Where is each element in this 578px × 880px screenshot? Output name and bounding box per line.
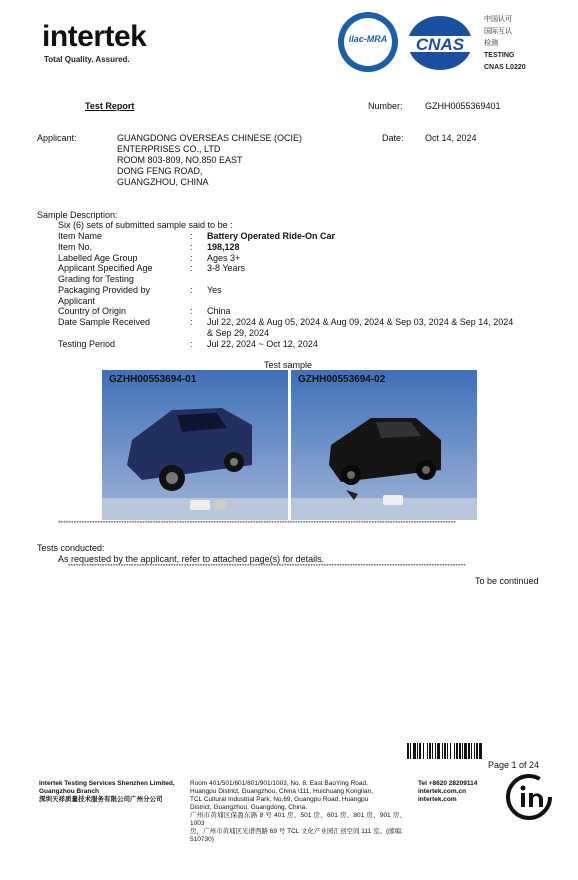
applicant-line: DONG FENG ROAD, (117, 166, 203, 176)
item-no-value: 198,128 (207, 242, 240, 252)
footer-address (190, 780, 406, 844)
field-colon: : (190, 339, 193, 349)
company-line: Guangzhou Branch (39, 788, 99, 795)
cert-line: 中国认可 (484, 16, 512, 23)
applicant-line: ROOM 803-809, NO.850 EAST (117, 155, 243, 165)
field-label: Testing Period (58, 339, 116, 349)
sample-photo-1 (102, 370, 288, 520)
applicant-line: GUANGZHOU, CHINA (117, 177, 209, 187)
intertek-in-logo-icon (505, 773, 553, 821)
to-be-continued: To be continued (475, 576, 539, 586)
address-line: 广州市黄埔区保盈东路 8 号 401 房、501 房、601 房、801 房、901 房、1003 (190, 812, 406, 827)
field-label: Grading for Testing (58, 274, 134, 284)
specified-age-value: 3-8 Years (207, 263, 246, 273)
cnas-label: CNAS (415, 35, 465, 54)
cert-line: 检测 (484, 40, 498, 47)
cert-line: 国际互认 (484, 28, 512, 35)
applicant-label: Applicant: (37, 133, 77, 143)
photo-label: GZHH00553694-01 (109, 374, 197, 385)
address-line: TCL Cultural Industrial Park, No.69, Guangpu Road, Huangpu (190, 796, 369, 803)
field-label: Applicant (58, 296, 96, 306)
tests-text: As requested by the applicant, refer to attached page(s) for details. (58, 554, 325, 564)
report-number: GZHH00553694​01 (425, 101, 501, 111)
company-line: 深圳天祥质量技术服务有限公司广州分公司 (39, 796, 163, 803)
contact-line: intertek.com.cn (418, 788, 467, 795)
testing-period-value: Jul 22, 2024 ~ Oct 12, 2024 (207, 339, 318, 349)
applicant-address (117, 133, 302, 188)
ilac-label: ilac-MRA (348, 34, 388, 44)
sample-heading: Sample Description: (37, 210, 118, 220)
barcode-bar (482, 743, 483, 759)
number-label: Number: (368, 101, 403, 111)
tagline: Total Quality. Assured. (44, 55, 130, 64)
tests-heading: Tests conducted: (37, 543, 105, 553)
star-rule: ******************************************************************************************************************************************************* (58, 521, 456, 527)
accreditation-text (484, 14, 526, 74)
date-received-value: Jul 22, 2024 & Aug 05, 2024 & Aug 09, 2024 & Sep 03, 2024 & Sep 14, 2024 (207, 317, 514, 327)
field-colon: : (190, 263, 193, 273)
address-line: District, Guangzhou, Guangdong, China. (190, 804, 308, 811)
test-sample-caption: Test sample (264, 360, 313, 370)
cert-line: TESTING (484, 52, 515, 59)
field-label: Item Name (58, 231, 103, 241)
sample-intro: Six (6) sets of submitted sample said to be : (58, 220, 233, 230)
origin-value: China (207, 306, 231, 316)
footer-company (39, 780, 189, 804)
address-line: 510730) (190, 836, 214, 843)
field-label: Packaging Provided by (58, 285, 151, 295)
address-line: Huangpu District, Guangzhou, China \111, Huichuang Konglian, (190, 788, 373, 795)
cert-line: CNAS L0220 (484, 64, 526, 71)
barcode (407, 743, 543, 759)
field-colon: : (190, 317, 193, 327)
field-colon: : (190, 253, 193, 263)
star-rule: ******************************************************************************************************************************************************* (68, 564, 466, 570)
address-line: Room 401/501/601/801/901/1003, No. 8, East BaoYing Road, (190, 780, 368, 787)
intertek-logo: intertek (42, 20, 147, 53)
field-label: Date Sample Received (58, 317, 151, 327)
field-colon: : (190, 231, 193, 241)
sample-photo-2 (291, 370, 477, 520)
field-colon: : (190, 285, 193, 295)
field-colon: : (190, 306, 193, 316)
contact-line: intertek.com (418, 796, 457, 803)
date-label: Date: (382, 133, 404, 143)
address-line: 房，广州市黄埔区光谱西路 69 号 TCL 文化产业园汇创空间 111 室。(邮编: (190, 828, 403, 835)
cnas-logo (408, 16, 472, 70)
page-number: Page 1 of 24 (488, 760, 540, 770)
company-line: Intertek Testing Services Shenzhen Limited, (39, 780, 175, 787)
field-label: Item No. (58, 242, 93, 252)
applicant-line: GUANGDONG OVERSEAS CHINESE (OCIE) (117, 133, 303, 143)
date-received-value-cont: & Sep 29, 2024 (207, 328, 270, 338)
photo-label: GZHH00553694-02 (298, 374, 386, 385)
field-colon: : (190, 242, 193, 252)
applicant-line: ENTERPRISES CO., LTD (117, 144, 221, 154)
field-label: Country of Origin (58, 306, 127, 316)
age-group-value: Ages 3+ (207, 253, 241, 263)
contact-line: Tel +8620 28209114 (418, 780, 478, 787)
footer-contact (418, 780, 477, 804)
packaging-value: Yes (207, 285, 222, 295)
item-name-value: Battery Operated Ride-On Car (207, 231, 336, 241)
report-date: Oct 14, 2024 (425, 133, 477, 143)
field-label: Applicant Specified Age (58, 263, 153, 273)
report-title: Test Report (85, 101, 135, 111)
field-label: Labelled Age Group (58, 253, 138, 263)
ilac-mra-logo (338, 12, 398, 72)
